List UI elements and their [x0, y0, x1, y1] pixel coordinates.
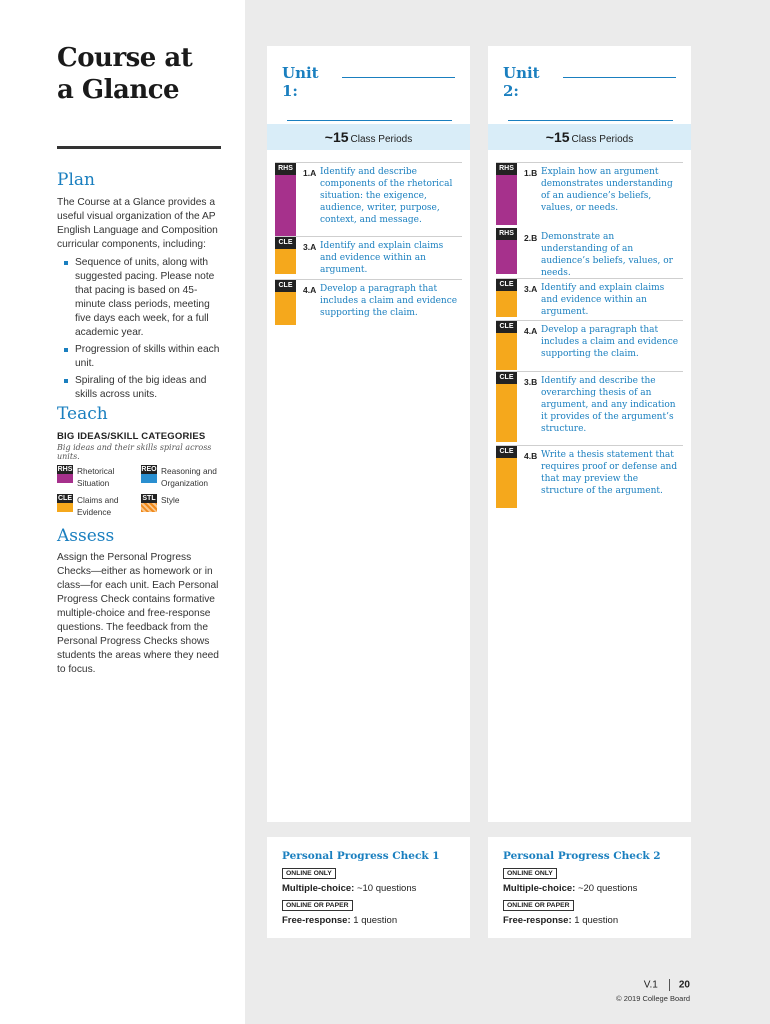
unit-header — [267, 46, 470, 124]
plan-bullets — [57, 256, 227, 402]
legend-code: REO — [141, 466, 157, 473]
periods-label: Class Periods — [571, 134, 634, 145]
periods-count: ~15 — [324, 129, 349, 145]
skill-category-code: RHS — [275, 163, 296, 175]
skill-category-color — [496, 175, 517, 225]
legend-color-swatch — [141, 503, 157, 512]
ppc-title: Personal Progress Check 2 — [503, 850, 661, 862]
skill-code: 4.B — [524, 451, 538, 461]
skill-description: Identify and describe the overarching thesis of an argument, and any indication it provides of the argument’s structure. — [541, 376, 676, 434]
legend-code: STL — [142, 495, 156, 502]
unit-title — [503, 64, 676, 100]
unit-name-blank — [563, 66, 676, 78]
legend-code: RHS — [57, 466, 73, 473]
legend-color-swatch — [141, 474, 157, 483]
skill-description: Develop a paragraph that includes a claim and evidence supporting the claim. — [320, 284, 458, 318]
skill-code: 1.B — [524, 168, 538, 178]
ppc-mc-label: Multiple-choice: — [282, 883, 355, 894]
ppc-fr-tag: ONLINE OR PAPER — [282, 900, 353, 911]
skill-row — [496, 228, 683, 278]
ppc-fr-value: 1 question — [353, 915, 398, 926]
assess-section — [57, 526, 222, 677]
ppc-fr-label: Free-response: — [282, 915, 351, 926]
legend-label: Style — [161, 495, 180, 505]
ppc-mc-line — [503, 883, 676, 894]
unit-header — [488, 46, 691, 124]
personal-progress-check-1 — [267, 837, 470, 938]
assess-text: Assign the Personal Progress Checks—either as homework or in class—for each unit. Each Personal Progress Check contains formative multiple-choice and free-response questions. The feedback from the Personal Progress Checks shows students the areas where they need to focus. — [57, 552, 219, 675]
assess-heading: Assess — [57, 526, 115, 546]
ppc-fr-line — [503, 915, 676, 926]
ppc-mc-tag: ONLINE ONLY — [282, 868, 336, 879]
skill-row — [496, 278, 683, 320]
ppc-mc-value: ~20 questions — [577, 883, 638, 894]
legend-color-swatch — [57, 474, 73, 483]
plan-intro: The Course at a Glance provides a useful visual organization of the AP English Language and Composition curricular components, including: — [57, 197, 218, 250]
skill-category-color — [275, 175, 296, 237]
skill-row — [275, 279, 462, 329]
skill-row — [496, 371, 683, 445]
page-footer — [560, 979, 690, 991]
page-number: 20 — [678, 979, 690, 991]
skill-row — [275, 236, 462, 279]
legend-item-rhs — [57, 465, 137, 489]
teach-section — [57, 404, 227, 461]
class-periods-bar — [488, 124, 691, 150]
left-column — [57, 42, 227, 106]
ppc-mc-tag: ONLINE ONLY — [503, 868, 557, 879]
ppc-title: Personal Progress Check 1 — [282, 850, 440, 862]
personal-progress-check-2 — [488, 837, 691, 938]
plan-bullet: Spiraling of the big ideas and skills across units. — [57, 374, 227, 402]
version-label: V.1 — [643, 979, 658, 991]
skill-code: 3.A — [303, 242, 317, 252]
skill-category-code: RHS — [496, 163, 517, 175]
skill-row — [496, 445, 683, 509]
big-ideas-heading: BIG IDEAS/SKILL CATEGORIES — [57, 431, 206, 442]
ppc-mc-line — [282, 883, 455, 894]
skill-category-color — [496, 333, 517, 370]
unit-name-blank — [342, 66, 455, 78]
legend-label: Claims and Evidence — [77, 495, 119, 517]
ppc-mc-label: Multiple-choice: — [503, 883, 576, 894]
copyright: © 2019 College Board — [616, 994, 690, 1003]
ppc-fr-label: Free-response: — [503, 915, 572, 926]
skill-row — [496, 320, 683, 371]
skill-category-color — [496, 291, 517, 317]
legend-code: CLE — [58, 495, 72, 502]
skill-code: 3.A — [524, 284, 538, 294]
skill-code: 4.A — [303, 285, 317, 295]
plan-section — [57, 170, 227, 405]
skill-category-color — [275, 249, 296, 274]
legend-label: Reasoning and Organization — [161, 466, 217, 488]
legend-color-swatch — [57, 503, 73, 512]
ppc-fr-value: 1 question — [574, 915, 619, 926]
footer-divider — [669, 979, 670, 991]
skill-description: Demonstrate an understanding of an audience’s beliefs, values, or needs. — [541, 232, 673, 278]
page-title: Course at a Glance — [57, 43, 193, 105]
legend-item-stl — [141, 494, 221, 512]
ppc-fr-line — [282, 915, 455, 926]
unit-name-blank-line — [508, 120, 673, 121]
periods-label: Class Periods — [350, 134, 413, 145]
skill-description: Develop a paragraph that includes a claim and evidence supporting the claim. — [541, 325, 679, 359]
unit-title-text: Unit 2: — [503, 64, 540, 100]
skill-row — [496, 162, 683, 228]
skill-code: 1.A — [303, 168, 317, 178]
legend-item-cle — [57, 494, 137, 518]
big-ideas-note: Big ideas and their skills spiral across units. — [57, 443, 212, 461]
skill-category-code: CLE — [275, 280, 296, 292]
unit-1-panel — [267, 46, 470, 822]
legend-label: Rhetorical Situation — [77, 466, 115, 488]
skill-code: 3.B — [524, 377, 538, 387]
skill-category-color — [496, 458, 517, 508]
plan-bullet: Sequence of units, along with suggested pacing. Please note that pacing is based on 45-minute class periods, meeting five days each week, for a full academic year. — [57, 256, 227, 340]
teach-heading: Teach — [57, 404, 108, 424]
skill-description: Identify and explain claims and evidence within an argument. — [541, 283, 665, 317]
skill-description: Explain how an argument demonstrates understanding of an audience’s beliefs, values, or needs. — [541, 167, 673, 213]
unit-2-panel — [488, 46, 691, 822]
skill-category-color — [496, 384, 517, 442]
unit-title-text: Unit 1: — [282, 64, 319, 100]
skill-category-code: CLE — [496, 446, 517, 458]
skill-row — [275, 162, 462, 236]
skill-code: 4.A — [524, 326, 538, 336]
legend-item-reo — [141, 465, 241, 489]
unit-title — [282, 64, 455, 100]
skill-category-code: CLE — [496, 372, 517, 384]
plan-heading: Plan — [57, 170, 95, 190]
skill-category-code: CLE — [496, 279, 517, 291]
skill-category-color — [275, 292, 296, 325]
ppc-fr-tag: ONLINE OR PAPER — [503, 900, 574, 911]
ppc-mc-value: ~10 questions — [356, 883, 417, 894]
periods-count: ~15 — [545, 129, 570, 145]
unit-name-blank-line — [287, 120, 452, 121]
plan-bullet: Progression of skills within each unit. — [57, 343, 227, 371]
skill-category-code: CLE — [496, 321, 517, 333]
skill-description: Write a thesis statement that requires proof or defense and that may preview the structure of the argument. — [541, 450, 678, 496]
skill-description: Identify and describe components of the rhetorical situation: the exigence, audience, writer, purpose, context, and message. — [320, 167, 453, 225]
title-divider — [57, 146, 221, 149]
skill-code: 2.B — [524, 233, 538, 243]
skill-category-code: RHS — [496, 228, 517, 240]
skill-category-color — [496, 240, 517, 274]
skill-category-code: CLE — [275, 237, 296, 249]
class-periods-bar — [267, 124, 470, 150]
skill-description: Identify and explain claims and evidence within an argument. — [320, 241, 444, 275]
